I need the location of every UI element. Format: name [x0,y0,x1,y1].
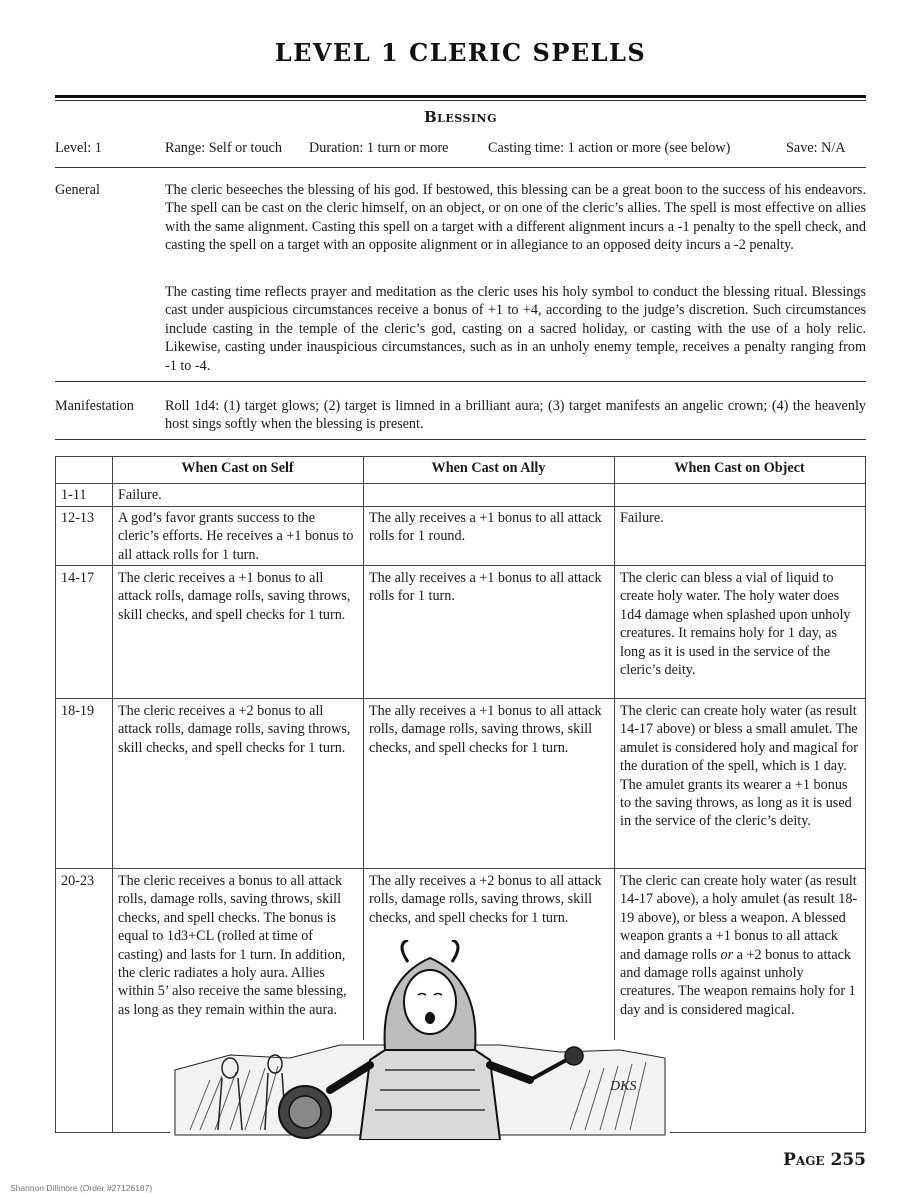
general-paragraph-2: The casting time reflects prayer and meditation as the cleric uses his holy symbol to conduct the blessing ritual. Blessings cast under auspicious circumstances receive a bonus of +1 to +4, according to the judge’s discretion. Such circumstances include casting in the temple of the cleric’s god, casting on a sacred holiday, or casting with the use of a holy relic. Likewise, casting under inauspicious circumstances, such as in an unholy enemy temple, receives a penalty ranging from -1 to -4. [165,284,866,374]
header-self: When Cast on Self [181,460,294,476]
row-self-text: The cleric receives a bonus to all attack rolls, damage rolls, saving throws, skill checks, and spell checks. The bonus is equal to 1d3+CL (rolled at time of casting) and lasts for 1 turn. In addition, the cleric radiates a holy aura. Allies within 5’ also receive the same blessing, as long as they remain within the aura. [118,873,347,1018]
page-number: Page 255 [783,1150,866,1170]
row-range: 20-23 [61,873,95,889]
table-row-divider [55,483,866,484]
row-self-text: The cleric receives a +1 bonus to all attack rolls, damage rolls, saving throws, skill checks, and spell checks for 1 turn. [118,570,351,623]
table-row-divider [55,565,866,566]
stat-divider [55,167,866,168]
object-text-before: The cleric can create holy water (as result 14-17 above), a holy amulet (as result 18-19 above), or bless a weapon. A blessed weapon grants a +1 bonus to all attack and damage rolls [620,873,858,963]
row-range: 14-17 [61,570,95,586]
row-range: 18-19 [61,703,95,719]
title-rule-thin [55,100,866,101]
manifestation-text: Roll 1d4: (1) target glows; (2) target is limned in a brilliant aura; (3) target manifests an angelic crown; (4) the heavenly host sings softly when the blessing is present. [165,398,866,433]
object-text-after: a +2 bonus to attack and damage rolls against unholy creatures. The weapon remains holy for 1 day and is considered magical. [620,946,856,1018]
title-rule-thick [55,95,866,98]
spell-level: Level: 1 [55,140,102,156]
row-ally-text: The ally receives a +2 bonus to all attack rolls, damage rolls, saving throws, skill checks, and spell checks for 1 turn. [369,873,602,926]
row-ally-text: The ally receives a +1 bonus to all attack rolls for 1 round. [369,510,602,545]
row-ally-text: The ally receives a +1 bonus to all attack rolls, damage rolls, saving throws, skill checks, and spell checks for 1 turn. [369,703,602,756]
cleric-illustration [170,940,670,1140]
table-border-left [55,456,56,1133]
manifestation-label: Manifestation [55,398,134,414]
object-text-or: or [720,946,734,963]
row-object-text: The cleric can bless a vial of liquid to create holy water. The holy water does 1d4 damage when splashed upon unholy creatures. It remains holy for 1 day, as long as it is used in the service of the cleric’s deity. [620,570,851,679]
general-divider [55,381,866,382]
table-row-divider [55,506,866,507]
table-row-divider [55,868,866,869]
row-object-text: Failure. [620,510,664,526]
order-watermark: Shannon Dillmore (Order #27126187) [10,1183,153,1193]
row-range: 1-11 [61,487,87,503]
header-object: When Cast on Object [674,460,805,476]
row-ally-text: The ally receives a +1 bonus to all attack rolls for 1 turn. [369,570,602,605]
spell-range: Range: Self or touch [165,140,283,156]
table-border-right [865,456,866,1133]
spell-casting-time: Casting time: 1 action or more (see below) [488,140,731,156]
spell-save: Save: N/A [786,140,846,156]
header-ally: When Cast on Ally [431,460,546,476]
row-object-text: The cleric can create holy water (as result 14-17 above) or bless a small amulet. The amulet is considered holy and magical for the duration of the spell, which is 1 day. The amulet grants its wearer a +1 bonus to the saving throws, as long as it is used in the service of the cleric’s deity. [620,703,858,830]
spell-duration: Duration: 1 turn or more [309,140,449,156]
spell-stat-line [55,139,866,159]
table-border-top [55,456,866,457]
general-paragraph-1: The cleric beseeches the blessing of his god. If bestowed, this blessing can be a great boon to the success of his endeavors. The spell can be cast on the cleric himself, on an object, or on one of the cleric’s allies. The spell is most effective on allies with the same alignment. Casting this spell on a target with a different alignment incurs a -1 penalty to the spell check, and casting the spell on a target with an opposite alignment or in allegiance to an opposed deity incurs a -2 penalty. [165,182,866,254]
table-col-divider [112,456,113,1133]
row-self-text: The cleric receives a +2 bonus to all attack rolls, damage rolls, saving throws, skill checks, and spell checks for 1 turn. [118,703,351,756]
row-range: 12-13 [61,510,95,526]
spell-name: Blessing [423,108,498,126]
artist-signature: DKS [610,1079,637,1094]
row-self-text: Failure. [118,487,162,503]
row-self-text: A god’s favor grants success to the cleric’s efforts. He receives a +1 bonus to all attack rolls for 1 turn. [118,510,354,563]
page-title: LEVEL 1 CLERIC SPELLS [274,38,647,67]
general-label: General [55,182,100,198]
manifestation-divider [55,439,866,440]
table-row-divider [55,698,866,699]
